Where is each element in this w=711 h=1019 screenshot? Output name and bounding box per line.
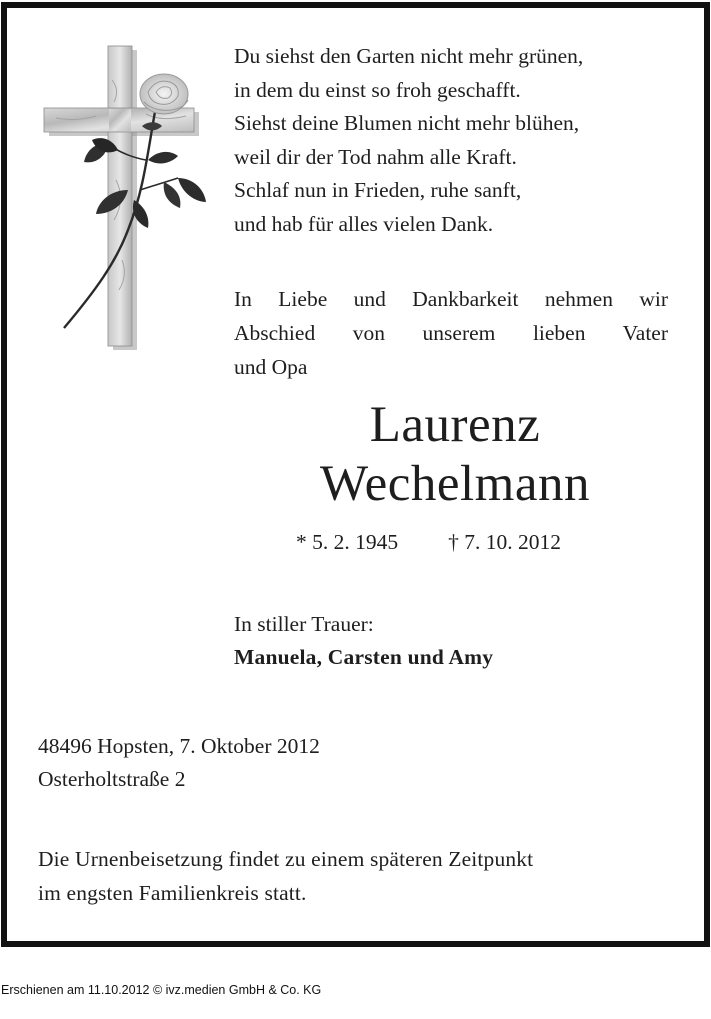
street-address: Osterholtstraße 2 <box>38 767 186 791</box>
poem-line: in dem du einst so froh geschafft. <box>234 77 521 102</box>
mourners-label: In stiller Trauer: <box>234 612 374 636</box>
poem-line: weil dir der Tod nahm alle Kraft. <box>234 144 517 169</box>
poem-line: Siehst deine Blumen nicht mehr blühen, <box>234 111 580 136</box>
address-block <box>38 730 320 796</box>
burial-note <box>38 842 533 910</box>
poem-line: Du siehst den Garten nicht mehr grünen, <box>234 44 584 68</box>
intro-line: In Liebe und Dankbarkeit nehmen wir <box>234 287 668 311</box>
poem-text <box>234 40 674 242</box>
place-date: 48496 Hopsten, 7. Oktober 2012 <box>38 734 320 758</box>
publication-footer: Erschienen am 11.10.2012 © ivz.medien GmbH & Co. KG <box>1 983 322 997</box>
poem-line: und hab für alles vielen Dank. <box>234 211 494 236</box>
mourners-names: Manuela, Carsten und Amy <box>234 645 494 669</box>
burial-line: im engsten Familienkreis statt. <box>38 881 307 905</box>
intro-line: und Opa <box>234 355 308 379</box>
intro-line: Abschied von unserem lieben Vater <box>234 321 668 345</box>
life-dates <box>296 530 561 555</box>
deceased-name <box>240 396 670 514</box>
burial-line: Die Urnenbeisetzung findet zu einem späteren Zeitpunkt <box>38 847 534 871</box>
birth-date: * 5. 2. 1945 <box>296 530 399 554</box>
deceased-first-name: Laurenz <box>369 397 541 453</box>
death-date: † 7. 10. 2012 <box>448 530 561 554</box>
deceased-last-name: Wechelmann <box>320 456 590 512</box>
intro-text <box>234 282 668 384</box>
poem-line: Schlaf nun in Frieden, ruhe sanft, <box>234 178 522 203</box>
cross-with-rose-icon <box>36 40 216 352</box>
